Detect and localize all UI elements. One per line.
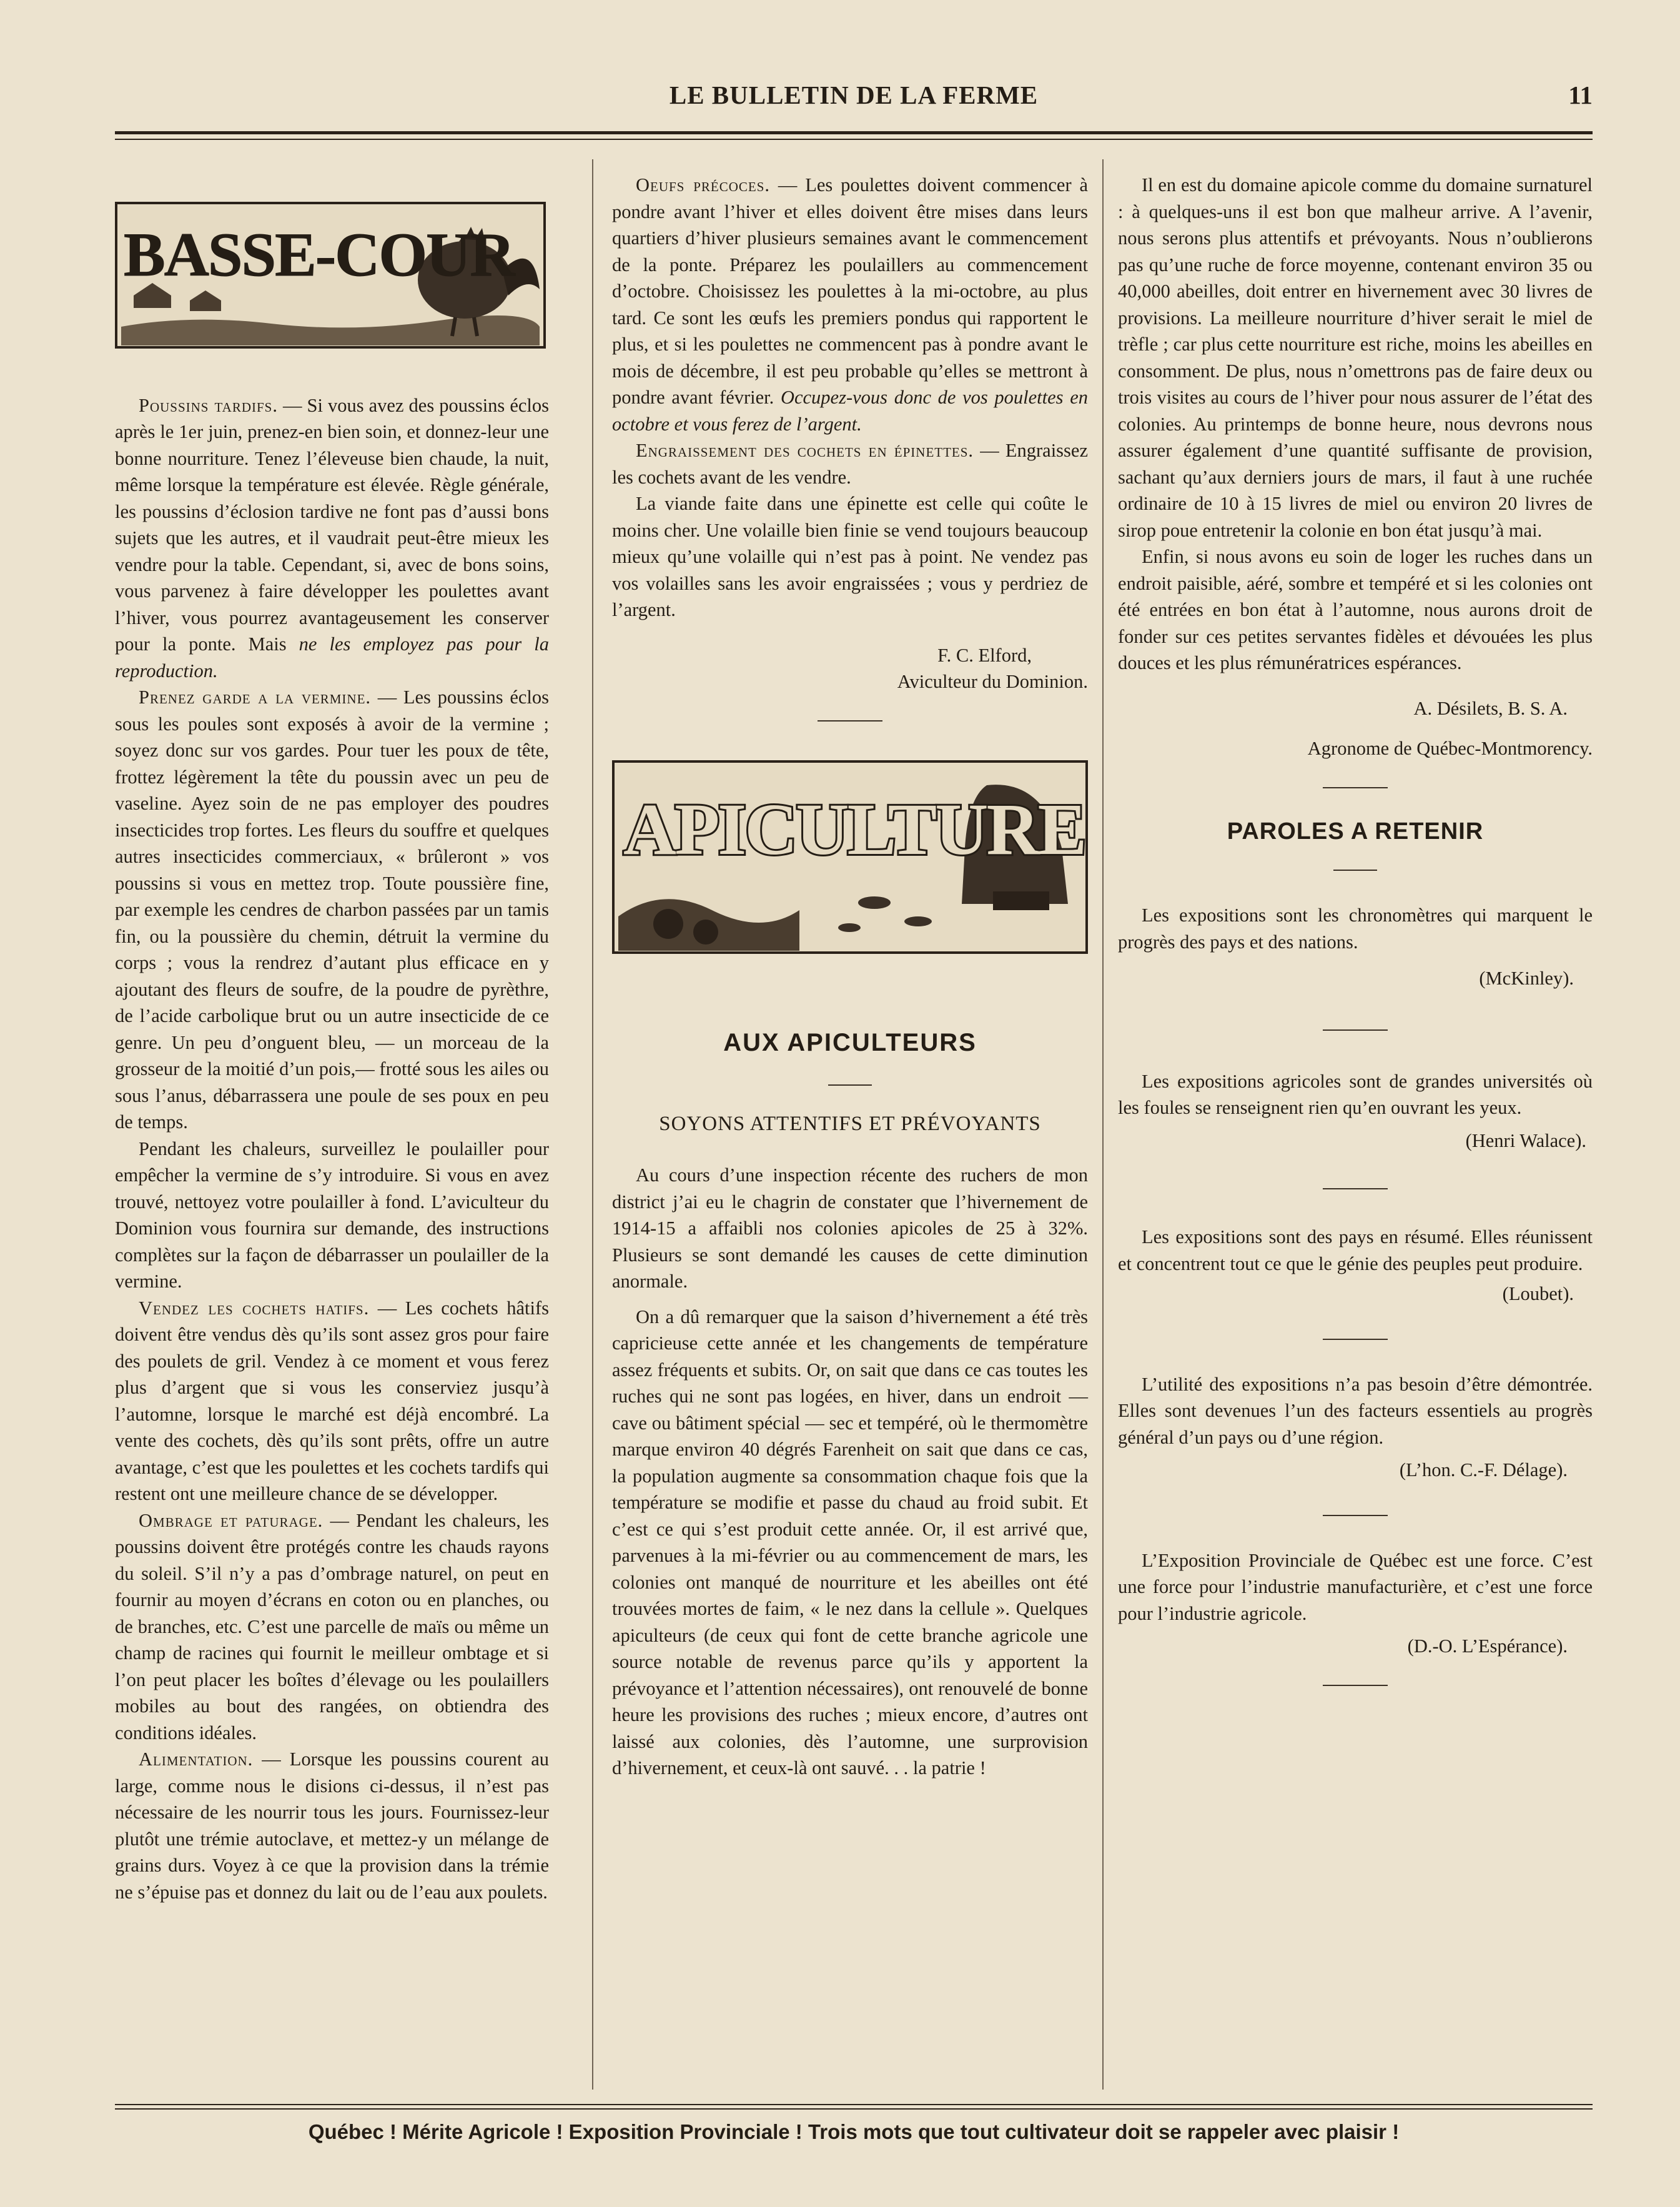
paragraph-text: — Les poulettes doivent commencer à pondre avant l’hiver et elles doivent être mises dans leurs quartiers d’hiver plusieurs semaines avant le commencement de la ponte. Préparez les poulaillers au commencement d’octobre. Choisissez les poulettes à la mi-octobre, au plus tard. Ce sont les œufs les premiers pondus qui rapportent le plus, et si les poulettes ne commencent pas à pondre avant le mois de décembre, il est peu probable qu’elles se mettront à pondre avant février.: [612, 174, 1088, 408]
section-title: Vendez les cochets hatifs.: [139, 1297, 370, 1319]
emphasis-text: Occupez-vous donc de vos poulettes en octobre et vous ferez de l’argent.: [612, 387, 1088, 435]
signature-title: Aviculteur du Dominion.: [897, 671, 1088, 692]
paragraph-text: Pendant les chaleurs, surveillez le poulailler pour empêcher la vermine de s’y introduire. Si vous en avez trouvé, nettoyez votre poulailler à fond. L’aviculteur du Dominion vous fournira sur demande, des instructions complètes sur la façon de débarrasser un poulailler de la vermine.: [115, 1138, 549, 1292]
publication-title: LE BULLETIN DE LA FERME: [669, 81, 1039, 109]
banner-title: APICULTURE: [623, 788, 1085, 870]
signature-name: A. Désilets, B. S. A.: [1413, 697, 1568, 719]
footer-rule-thin: [115, 2108, 1593, 2110]
separator: [1323, 1029, 1388, 1031]
article-heading: AUX APICULTEURS: [723, 1029, 977, 1056]
separator: [828, 1084, 872, 1086]
quote-author: (Henri Walace).: [1465, 1129, 1586, 1151]
quote-text: Les expositions agricoles sont de grandes universités où les foules se renseignent rien qu’en ouvrant les yeux.: [1118, 1070, 1593, 1118]
paragraph-text: Il en est du domaine apicole comme du domaine surnaturel : à quelques-uns il est bon que malheur arrive. A l’avenir, nous serons plus attentifs et prévoyants. Nous n’oublierons pas qu’une ruche de force moyenne, contenant environ 35 ou 40,000 abeilles, doit entrer en hivernement avec 30 livres de provisions. La meilleure nourriture d’hiver serait le miel de trèfle ; car plus cette nourriture est riche, moins les abeilles en consomment. De plus, nous n’omettrons pas de faire deux ou trois visites au cours de l’hiver pour nous assurer de l’état des colonies. Au printemps de bonne heure, nous devrons nous assurer également d’une quantité suffisante de provision, sachant qu’aux derniers jours de mars, il faut à une ruchée ordinaire de 10 à 15 livres de miel ou environ 20 livres de sirop poue entretenir la colonie en bon état jusqu’à mai.: [1118, 174, 1593, 541]
signature-title: Agronome de Québec-Montmorency.: [1307, 738, 1593, 759]
quote-text: Les expositions sont des pays en résumé. Elles réunissent et concentrent tout ce que le génie des peuples peut produire.: [1118, 1226, 1593, 1274]
section-title: Poussins tardifs.: [139, 394, 278, 416]
quote-author: (McKinley).: [1479, 968, 1574, 989]
header-rule-thin: [115, 139, 1593, 140]
separator: [1323, 1188, 1388, 1189]
paragraph-text: — Les poussins éclos sous les poules sont exposés à avoir de la vermine ; soyez donc sur vos gardes. Pour tuer les poux de tête, frottez légèrement la tête du poussin avec un peu de vaseline. Ayez soin de ne pas employer des poudres insecticides trop fortes. Les fleurs du souffre et quelques autres insecticides commerciaux, « brûleront » vos poussins si vous en mettez trop. Toute poussière fine, par exemple les cendres de charbon passées par un tamis fin, ou la poussière du chemin, détruit la vermine du corps ; vous la rendrez d’autant plus efficace en y ajoutant des fleurs de soufre, de la poudre de pyrèthre, de l’acide carbolique brut ou un autre insecticide de ce genre. Un peu d’onguent bleu, — un morceau de la grosseur de la moitié d’un pois,— frotté sous les ailes ou sous l’anus, débarrassera une poule de ses poux en peu de temps.: [115, 687, 549, 1133]
paragraph-text: — Pendant les chaleurs, les poussins doivent être protégés contre les chauds rayons du soleil. S’il n’y a pas d’ombrage naturel, on peut en fournir au moyen d’écrans en coton ou en planches, ou de branches, etc. C’est une parcelle de maïs ou même un champ de racines qui fournit le meilleur ombtage et si l’on peut placer les boîtes d’élevage ou les poulaillers mobiles au bout des rangées, on obtiendra des conditions idéales.: [115, 1509, 549, 1743]
quote-block: [1118, 1068, 1593, 1154]
footer-rule: [115, 2104, 1593, 2105]
paragraph-text: — Les cochets hâtifs doivent être vendus dès qu’ils sont assez gros pour faire des poulets de gril. Vendez à ce moment et vous ferez plus d’argent que si vous les conserviez jusqu’à l’automne, lorsque le marché est déjà encombré. La vente des cochets, dès qu’ils sont prêts, offre un autre avantage, c’est que les poulettes et les cochets tardifs qui restent ont une meilleure chance de se développer.: [115, 1297, 549, 1504]
apiculture-banner: [612, 760, 1088, 954]
emphasis-text: ne les employez pas pour la reproduction.: [115, 633, 549, 682]
quote-author: (L’hon. C.-F. Délage).: [1399, 1459, 1568, 1480]
paragraph-text: Enfin, si nous avons eu soin de loger les ruches dans un endroit paisible, aéré, sombre et tempéré et si les colonies ont été entrées en bon état à l’automne, nous aurons droit de fonder sur ces petites servantes fidèles et dévouées les plus douces et les plus rémunératrices espérances.: [1118, 546, 1593, 673]
column-apiculture: [612, 172, 1088, 1782]
header-rule: [115, 131, 1593, 134]
article-subheading: SOYONS ATTENTIFS ET PRÉVOYANTS: [659, 1112, 1041, 1135]
quote-block: [1118, 1547, 1593, 1660]
basse-cour-banner: [115, 202, 546, 349]
paragraph-text: — Lorsque les poussins courent au large, comme nous le disions ci-dessus, il n’est pas nécessaire de les nourrir tous les jours. Fournissez-leur plutôt une trémie autoclave, et mettez-y un mélange de grains durs. Voyez à ce que la provision dans la trémie ne s’épuise pas et donnez du lait ou de l’eau aux poulets.: [115, 1748, 549, 1903]
separator: [1323, 1685, 1388, 1686]
separator: [1323, 1339, 1388, 1340]
paragraph-text: — Engraissez les cochets avant de les vendre.: [612, 440, 1088, 488]
column-basse-cour: [115, 172, 549, 1905]
page-header: [115, 80, 1593, 117]
quote-block: [1118, 1371, 1593, 1484]
paragraph-text: Au cours d’une inspection récente des ruchers de mon district j’ai eu le chagrin de constater que l’hivernement de 1914-15 a affaibli nos colonies apicoles de 25 à 32%. Plusieurs se sont demandé les causes de cette diminution anormale.: [612, 1164, 1088, 1292]
footer-slogan: Québec ! Mérite Agricole ! Exposition Provinciale ! Trois mots que tout cultivateur doit se rappeler avec plaisir !: [308, 2120, 1400, 2143]
paragraph-text: — Si vous avez des poussins éclos après le 1er juin, prenez-en bien soin, et donnez-leur une bonne nourriture. Tenez l’éleveuse bien chaude, la nuit, même lorsque la température est élevée. Règle générale, les poussins d’éclosion tardive ne font pas d’aussi bons sujets que les autres, et il vaudrait peut-être mieux les vendre pour la table. Cependant, si, avec de bons soins, vous parvenez à faire développer les poulettes avant l’hiver, vous pourrez avantageusement les conserver pour la ponte. Mais: [115, 394, 550, 655]
column-divider: [1102, 159, 1104, 2090]
section-heading: PAROLES A RETENIR: [1227, 818, 1484, 845]
section-title: Prenez garde a la vermine.: [139, 687, 372, 708]
section-title: Engraissement des cochets en épinettes.: [636, 440, 974, 461]
paragraph-text: On a dû remarquer que la saison d’hivernement a été très capricieuse cette année et les changements de température assez fréquents et subits. Or, on sait que dans ce cas toutes les ruches qui ne sont pas logées, en hiver, dans un endroit — cave ou bâtiment spécial — sec et tempéré, où le thermomètre marque environ 40 dégrés Farenheit on sait que dans ce cas, la population augmente sa consommation chaque fois que la température se modifie et passe du chaud au froid subit. Et c’est ce qui s’est produit cette année. Or, il est arrivé que, parvenues à la mi-février ou au commencement de mars, les colonies ont manqué de nourriture et les abeilles ont été trouvées mortes de faim, « le nez dans la cellule ». Quelques apiculteurs (de ceux qui font de cette branche agricole une source notable de revenus parce qu’ils y apportent la prévoyance et l’attention nécessaires), ont renouvelé de bonne heure les provisions des ruches ; mieux encore, d’autres ont laissé aux colonies, dès l’automne, une surprovision d’hivernement, et ceux-là ont sauvé. . . la patrie !: [612, 1306, 1088, 1778]
banner-title: BASSE-COUR: [124, 220, 514, 289]
quote-block: [1118, 1224, 1593, 1307]
quote-text: L’utilité des expositions n’a pas besoin d’être démontrée. Elles sont devenues l’un des facteurs essentiels au progrès général d’un pays ou d’une région.: [1118, 1373, 1593, 1448]
separator: [1323, 787, 1388, 788]
section-title: Oeufs précoces.: [636, 174, 771, 196]
section-title: Alimentation.: [139, 1748, 254, 1770]
quote-author: (D.-O. L’Espérance).: [1407, 1635, 1568, 1657]
column-divider: [592, 159, 593, 2090]
quote-text: Les expositions sont les chronomètres qui marquent le progrès des pays et des nations.: [1118, 905, 1593, 953]
paragraph-text: La viande faite dans une épinette est celle qui coûte le moins cher. Une volaille bien finie se vend toujours beaucoup mieux qu’une volaille qui n’est pas à point. Ne vendez pas vos volailles sans les avoir engraissées ; vous y perdriez de l’argent.: [612, 493, 1088, 620]
separator: [818, 720, 882, 722]
quote-author: (Loubet).: [1502, 1283, 1574, 1304]
separator: [1323, 1515, 1388, 1516]
quote-block: [1118, 902, 1593, 992]
column-paroles: [1118, 172, 1593, 1686]
signature-name: F. C. Elford,: [937, 644, 1032, 666]
section-title: Ombrage et paturage.: [139, 1509, 324, 1531]
page-number: 11: [1568, 81, 1593, 109]
quote-text: L’Exposition Provinciale de Québec est une force. C’est une force pour l’industrie manufacturière, et c’est une force pour l’industrie agricole.: [1118, 1549, 1593, 1624]
separator: [1333, 870, 1377, 871]
